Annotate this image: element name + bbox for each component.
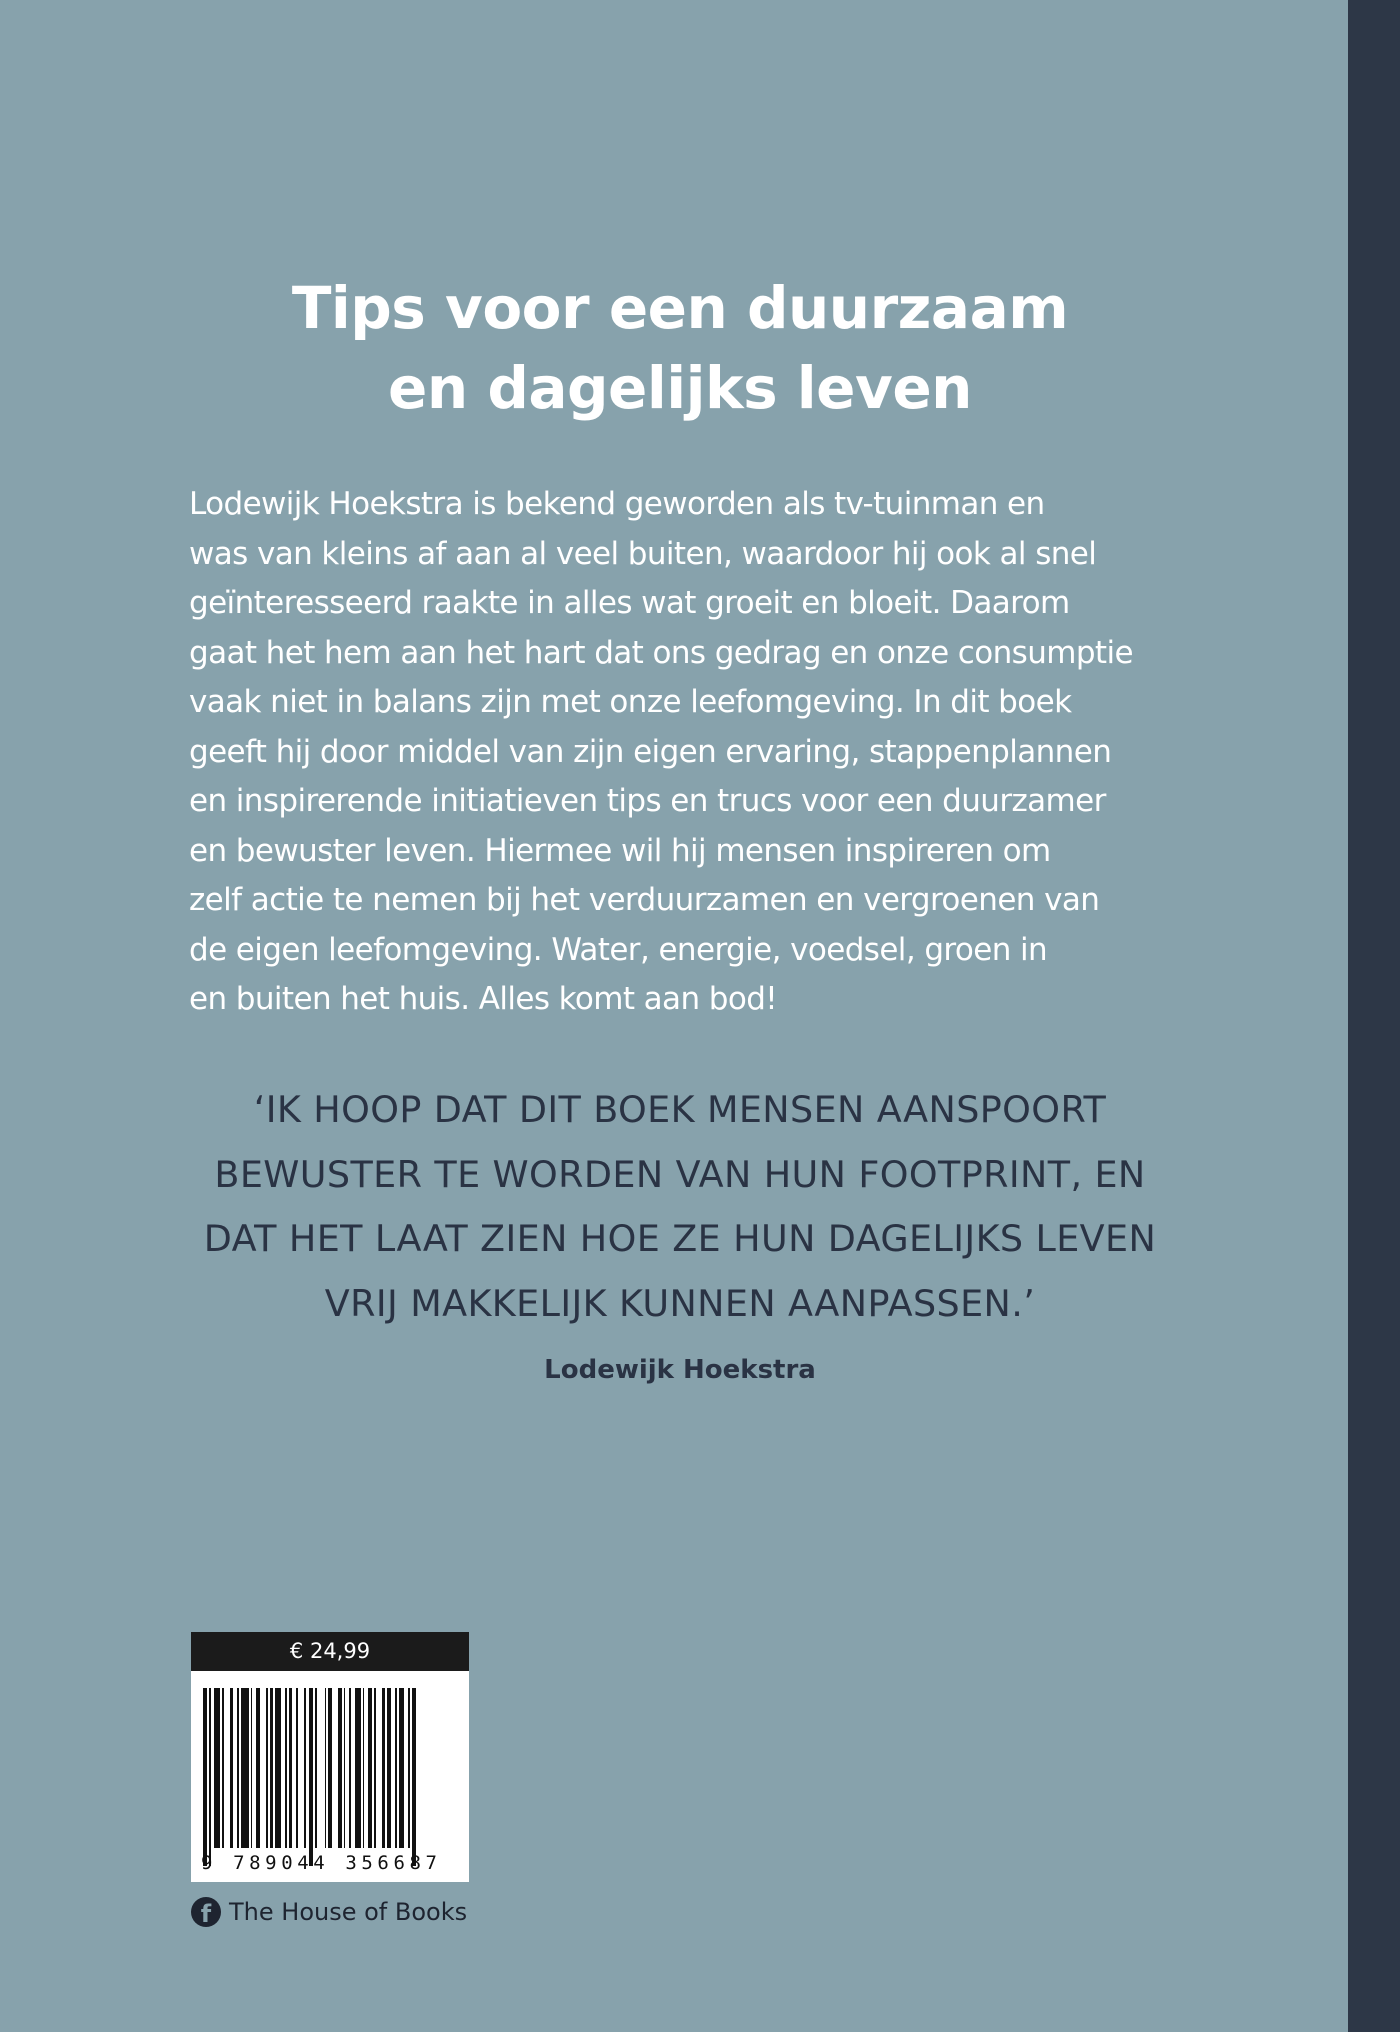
barcode-bar xyxy=(363,1688,365,1848)
barcode-bar xyxy=(214,1688,220,1848)
barcode-bar xyxy=(203,1688,207,1866)
blurb-line: Lodewijk Hoekstra is bekend geworden als tv-tuinman en xyxy=(189,486,1045,522)
barcode-bar xyxy=(344,1688,346,1848)
barcode-bar xyxy=(289,1688,293,1848)
quote-line: VRIJ MAKKELIJK KUNNEN AANPASSEN.’ xyxy=(324,1281,1036,1325)
barcode-bar xyxy=(412,1688,416,1866)
headline xyxy=(0,268,1360,428)
blurb-line: de eigen leefomgeving. Water, energie, voedsel, groen in xyxy=(189,931,1048,968)
barcode-bar xyxy=(296,1688,298,1848)
blurb-line: geeft hij door middel van zijn eigen ervaring, stappenplannen xyxy=(189,733,1112,770)
blurb-paragraph xyxy=(189,480,1189,1025)
barcode-bar xyxy=(325,1688,327,1848)
barcode-bar xyxy=(338,1688,342,1848)
barcode-bar xyxy=(355,1688,361,1848)
facebook-icon: f xyxy=(191,1897,221,1927)
headline-line-2: en dagelijks leven xyxy=(388,354,972,422)
barcode-bar xyxy=(251,1688,253,1848)
barcode-bar xyxy=(368,1688,372,1848)
barcode-bar xyxy=(408,1688,410,1848)
quote-author: Lodewijk Hoekstra xyxy=(544,1355,816,1385)
barcode-bar xyxy=(387,1688,391,1848)
barcode-label xyxy=(191,1632,469,1882)
barcode-bar xyxy=(222,1688,224,1848)
quote-line: DAT HET LAAT ZIEN HOE ZE HUN DAGELIJKS LEVEN xyxy=(203,1217,1157,1260)
blurb-line: gaat het hem aan het hart dat ons gedrag en onze consumptie xyxy=(189,634,1133,671)
pull-quote xyxy=(0,1078,1360,1336)
blurb-line: geïnteresseerd raakte in alles wat groeit en bloeit. Daarom xyxy=(189,585,1070,621)
barcode-bar xyxy=(349,1688,351,1848)
barcode-bar xyxy=(304,1688,306,1848)
publisher-name: The House of Books xyxy=(229,1898,468,1926)
blurb-line: zelf actie te nemen bij het verduurzamen en vergroenen van xyxy=(189,882,1100,918)
barcode-bar xyxy=(275,1688,281,1848)
publisher-line xyxy=(191,1895,467,1929)
barcode-bar xyxy=(237,1688,239,1848)
barcode-bar xyxy=(241,1688,249,1848)
blurb-line: en inspirerende initiatieven tips en trucs voor een duurzamer xyxy=(189,783,1106,819)
quote-line: ‘IK HOOP DAT DIT BOEK MENSEN AANSPOORT xyxy=(253,1088,1107,1131)
barcode-bar xyxy=(328,1688,332,1848)
barcode-bar xyxy=(256,1688,260,1848)
barcode-bars xyxy=(203,1688,457,1856)
barcode-bar xyxy=(266,1688,268,1848)
barcode-bar xyxy=(382,1688,386,1848)
barcode-bar xyxy=(285,1688,287,1848)
blurb-line: en buiten het huis. Alles komt aan bod! xyxy=(189,981,778,1017)
barcode-bar xyxy=(374,1688,376,1848)
barcode-bar xyxy=(270,1688,274,1848)
headline-line-1: Tips voor een duurzaam xyxy=(291,274,1069,342)
barcode-bar xyxy=(209,1688,211,1866)
price-tag: € 24,99 xyxy=(191,1632,469,1671)
barcode-bar xyxy=(315,1688,317,1848)
barcode-bar xyxy=(309,1688,313,1866)
blurb-line: was van kleins af aan al veel buiten, waardoor hij ook al snel xyxy=(189,535,1097,572)
barcode-bar xyxy=(399,1688,405,1848)
blurb-line: en bewuster leven. Hiermee wil hij mensen inspireren om xyxy=(189,832,1051,869)
quote-line: BEWUSTER TE WORDEN VAN HUN FOOTPRINT, EN xyxy=(214,1152,1146,1196)
blurb-line: vaak niet in balans zijn met onze leefomgeving. In dit boek xyxy=(189,684,1072,720)
barcode-bar xyxy=(230,1688,234,1848)
barcode-bar xyxy=(395,1688,397,1848)
isbn-number: 9 789044 356687 xyxy=(201,1852,442,1874)
